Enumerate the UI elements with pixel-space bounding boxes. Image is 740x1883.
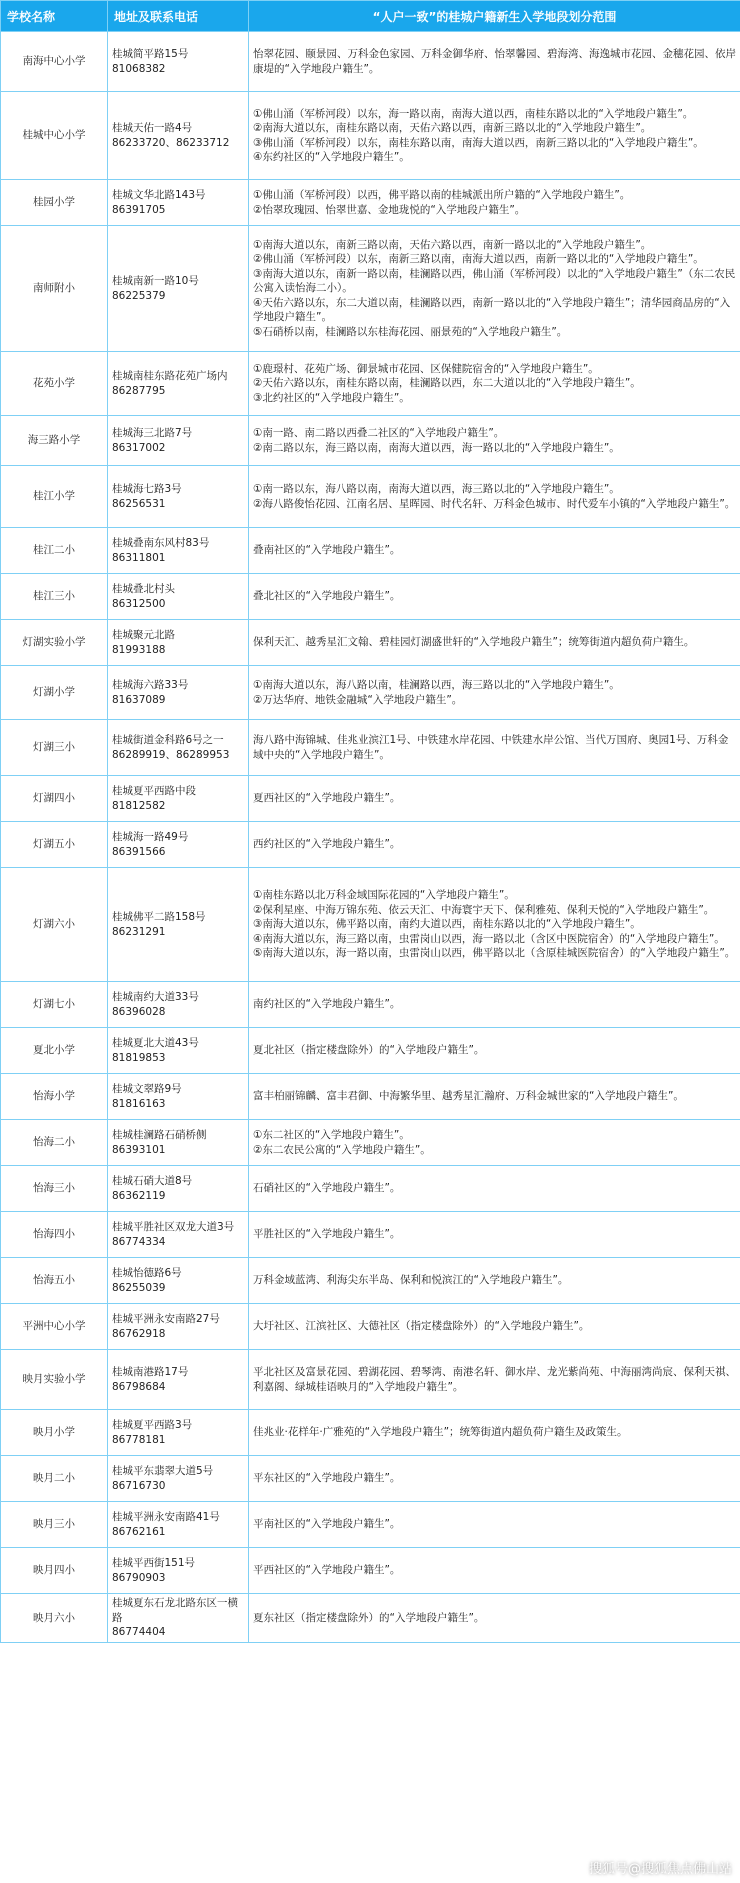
school-name: 桂江小学 (1, 466, 108, 528)
table-row (1, 776, 740, 822)
enrollment-scope-cell (249, 720, 740, 776)
enrollment-scope-cell (249, 416, 740, 466)
table-row (1, 574, 740, 620)
school-name: 灯湖四小 (1, 776, 108, 822)
phone-line: 86778181 (112, 1433, 166, 1446)
table-body (1, 32, 740, 1643)
enrollment-scope-cell (249, 868, 740, 982)
school-address-cell (108, 1548, 249, 1594)
table-row (1, 1120, 740, 1166)
school-address-cell (108, 620, 249, 666)
school-address-cell (108, 982, 249, 1028)
scope-line: ②东二农民公寓的“入学地段户籍生”。 (253, 1143, 431, 1156)
address-line: 桂城天佑一路4号 (112, 122, 193, 134)
phone-line: 86393101 (112, 1143, 166, 1156)
table-row (1, 1410, 740, 1456)
scope-line: ⑤南海大道以东，海一路以南，虫雷岗山以西，佛平路以北（含原桂城医院宿舍）的“入学地段户籍生”。 (253, 947, 736, 960)
address-line: 桂城佛平二路158号 (112, 911, 206, 923)
phone-line: 86391705 (112, 203, 166, 216)
header-row (1, 1, 740, 32)
school-address-cell (108, 32, 249, 92)
school-address-cell (108, 1502, 249, 1548)
address-line: 桂城石硝大道8号 (112, 1175, 193, 1187)
table-row (1, 1028, 740, 1074)
watermark: 搜狐号@搜狐焦点佛山站 (588, 1862, 732, 1877)
phone-line: 86762161 (112, 1525, 166, 1538)
address-line: 桂城文华北路143号 (112, 189, 206, 201)
scope-line: 平东社区的“入学地段户籍生”。 (253, 1472, 401, 1485)
address-line: 桂城文翠路9号 (112, 1083, 182, 1095)
school-name: 花苑小学 (1, 352, 108, 416)
school-address-cell (108, 352, 249, 416)
scope-line: 平西社区的“入学地段户籍生”。 (253, 1564, 401, 1577)
table-row (1, 720, 740, 776)
table-row (1, 528, 740, 574)
phone-line: 86256531 (112, 497, 166, 510)
scope-line: ②佛山涌（军桥河段）以东，南新三路以南，南海大道以西，南新一路以北的“入学地段户籍生”。 (253, 253, 704, 266)
scope-line: 石硝社区的“入学地段户籍生”。 (253, 1182, 401, 1195)
scope-line: 叠北社区的“入学地段户籍生”。 (253, 590, 401, 603)
phone-line: 86790903 (112, 1571, 166, 1584)
scope-line: ④南海大道以东，海三路以南，虫雷岗山以西，海一路以北（含区中医院宿舍）的“入学地段户籍生”。 (253, 932, 725, 945)
enrollment-scope-cell (249, 1028, 740, 1074)
school-name: 灯湖六小 (1, 868, 108, 982)
table-row (1, 868, 740, 982)
phone-line: 81068382 (112, 62, 166, 75)
enrollment-scope-cell (249, 1120, 740, 1166)
enrollment-scope-cell (249, 666, 740, 720)
table-row (1, 1594, 740, 1643)
school-address-cell (108, 1028, 249, 1074)
scope-line: ③佛山涌（军桥河段）以东，南桂东路以南，南海大道以西，南新三路以北的“入学地段户籍生”。 (253, 136, 704, 149)
address-line: 桂城街道金科路6号之一 (112, 734, 224, 746)
address-line: 桂城叠北村头 (112, 583, 175, 595)
scope-line: ①南一路、南二路以西叠二社区的“入学地段户籍生”。 (253, 427, 505, 439)
address-line: 桂城平东翡翠大道5号 (112, 1465, 214, 1477)
scope-line: ①佛山涌（军桥河段）以西，佛平路以南的桂城派出所户籍的“入学地段户籍生”。 (253, 189, 631, 201)
school-address-cell (108, 1074, 249, 1120)
enrollment-scope-cell (249, 180, 740, 226)
header-scope: “人户一致”的桂城户籍新生入学地段划分范围 (249, 1, 740, 32)
table-row (1, 32, 740, 92)
scope-line: ②南二路以东，海三路以南，南海大道以西，海一路以北的“入学地段户籍生”。 (253, 441, 620, 454)
enrollment-scope-cell (249, 1502, 740, 1548)
school-name: 怡海四小 (1, 1212, 108, 1258)
school-name: 灯湖五小 (1, 822, 108, 868)
scope-line: ④天佑六路以东，东二大道以南，桂澜路以西，南新一路以北的“入学地段户籍生”；清华园商品房的“入学地段户籍生”。 (253, 296, 731, 324)
school-address-cell (108, 666, 249, 720)
phone-line: 81637089 (112, 693, 166, 706)
school-name: 映月六小 (1, 1594, 108, 1643)
phone-line: 81993188 (112, 643, 166, 656)
address-line: 桂城夏北大道43号 (112, 1037, 199, 1049)
phone-line: 86312500 (112, 597, 166, 610)
enrollment-scope-cell (249, 1166, 740, 1212)
address-line: 桂城夏东石龙北路东区一横路 (112, 1597, 238, 1624)
scope-line: ①南海大道以东，南新三路以南，天佑六路以西，南新一路以北的“入学地段户籍生”。 (253, 238, 652, 251)
school-name: 灯湖小学 (1, 666, 108, 720)
school-address-cell (108, 528, 249, 574)
phone-line: 86391566 (112, 845, 166, 858)
header-school: 学校名称 (1, 1, 108, 32)
phone-line: 86774334 (112, 1235, 166, 1248)
phone-line: 81812582 (112, 799, 166, 812)
school-address-cell (108, 720, 249, 776)
school-name: 映月四小 (1, 1548, 108, 1594)
scope-line: ②保利星座、中海万锦东苑、依云天汇、中海寰宇天下、保利雅苑、保利天悦的“入学地段户籍生”。 (253, 903, 715, 916)
school-address-cell (108, 1258, 249, 1304)
phone-line: 81816163 (112, 1097, 166, 1110)
address-line: 桂城南港路17号 (112, 1366, 189, 1378)
phone-line: 86311801 (112, 551, 166, 564)
phone-line: 86362119 (112, 1189, 166, 1202)
scope-line: 叠南社区的“入学地段户籍生”。 (253, 544, 401, 557)
phone-line: 86762918 (112, 1327, 166, 1340)
table-row (1, 1258, 740, 1304)
phone-line: 81819853 (112, 1051, 166, 1064)
school-address-cell (108, 1350, 249, 1410)
phone-line: 86798684 (112, 1380, 166, 1393)
scope-line: ②海八路俊怡花园、江南名居、星晖园、时代名轩、万科金色城市、时代爱车小镇的“入学地段户籍生”。 (253, 497, 736, 510)
school-address-cell (108, 1166, 249, 1212)
enrollment-scope-cell (249, 352, 740, 416)
address-line: 桂城平胜社区双龙大道3号 (112, 1221, 235, 1233)
scope-line: 西约社区的“入学地段户籍生”。 (253, 838, 401, 851)
enrollment-scope-cell (249, 1350, 740, 1410)
school-name: 怡海二小 (1, 1120, 108, 1166)
scope-line: ③南海大道以东，南新一路以南，桂澜路以西，佛山涌（军桥河段）以北的“入学地段户籍生”（东二农民公寓入读怡海二小）。 (253, 267, 736, 295)
school-address-cell (108, 466, 249, 528)
enrollment-scope-cell (249, 1594, 740, 1643)
school-address-cell (108, 868, 249, 982)
enrollment-scope-cell (249, 1548, 740, 1594)
scope-line: ①鹿璟村、花苑广场、御景城市花园、区保健院宿舍的“入学地段户籍生”。 (253, 362, 599, 375)
header-address: 地址及联系电话 (108, 1, 249, 32)
scope-line: ③南海大道以东，佛平路以南，南约大道以西，南桂东路以北的“入学地段户籍生”。 (253, 918, 641, 931)
school-name: 桂江三小 (1, 574, 108, 620)
school-name: 怡海五小 (1, 1258, 108, 1304)
table-row (1, 666, 740, 720)
enrollment-scope-cell (249, 226, 740, 352)
school-name: 夏北小学 (1, 1028, 108, 1074)
table-row (1, 1304, 740, 1350)
phone-line: 86233720、86233712 (112, 136, 230, 149)
scope-line: ①南一路以东，海八路以南，南海大道以西，海三路以北的“入学地段户籍生”。 (253, 483, 620, 495)
scope-line: ④东约社区的“入学地段户籍生”。 (253, 151, 410, 163)
scope-line: ①东二社区的“入学地段户籍生”。 (253, 1129, 410, 1141)
school-name: 桂江二小 (1, 528, 108, 574)
phone-line: 86289919、86289953 (112, 748, 230, 761)
school-name: 南海中心小学 (1, 32, 108, 92)
table-row (1, 226, 740, 352)
scope-line: 富丰柏丽锦麟、富丰君御、中海繁华里、越秀星汇瀚府、万科金城世家的“入学地段户籍生”。 (253, 1090, 684, 1103)
school-address-cell (108, 1212, 249, 1258)
scope-line: ②天佑六路以东，南桂东路以南，桂澜路以西，东二大道以北的“入学地段户籍生”。 (253, 377, 641, 390)
phone-line: 86255039 (112, 1281, 166, 1294)
phone-line: 86716730 (112, 1479, 166, 1492)
school-name: 海三路小学 (1, 416, 108, 466)
scope-line: ②南海大道以东，南桂东路以南，天佑六路以西，南新三路以北的“入学地段户籍生”。 (253, 122, 652, 134)
scope-line: 夏西社区的“入学地段户籍生”。 (253, 792, 401, 805)
address-line: 桂城平西街151号 (112, 1557, 196, 1569)
scope-line: 保利天汇、越秀星汇文翰、碧桂园灯湖盛世轩的“入学地段户籍生”；统筹街道内超负荷户籍生。 (253, 636, 695, 649)
scope-line: 平胜社区的“入学地段户籍生”。 (253, 1228, 401, 1241)
table-row (1, 982, 740, 1028)
address-line: 桂城聚元北路 (112, 629, 175, 641)
enrollment-scope-cell (249, 1410, 740, 1456)
address-line: 桂城桂澜路石硝桥侧 (112, 1129, 207, 1141)
address-line: 桂城怡德路6号 (112, 1267, 182, 1279)
scope-line: ⑤石硝桥以南，桂澜路以东桂海花园、丽景苑的“入学地段户籍生”。 (253, 325, 568, 338)
school-address-cell (108, 776, 249, 822)
address-line: 桂城叠南东风村83号 (112, 537, 210, 549)
enrollment-scope-cell (249, 466, 740, 528)
enrollment-scope-cell (249, 822, 740, 868)
school-address-cell (108, 1410, 249, 1456)
address-line: 桂城海七路3号 (112, 483, 182, 495)
enrollment-scope-cell (249, 92, 740, 180)
school-address-cell (108, 416, 249, 466)
school-address-cell (108, 1120, 249, 1166)
school-name: 灯湖实验小学 (1, 620, 108, 666)
scope-line: ①佛山涌（军桥河段）以东，海一路以南，南海大道以西，南桂东路以北的“入学地段户籍生”。 (253, 107, 694, 120)
school-name: 灯湖七小 (1, 982, 108, 1028)
scope-line: ③北约社区的“入学地段户籍生”。 (253, 391, 410, 404)
enrollment-scope-cell (249, 1258, 740, 1304)
school-name: 桂城中心小学 (1, 92, 108, 180)
table-row (1, 352, 740, 416)
table-row (1, 1502, 740, 1548)
phone-line: 86231291 (112, 925, 166, 938)
address-line: 桂城海六路33号 (112, 679, 189, 691)
enrollment-scope-cell (249, 1074, 740, 1120)
phone-line: 86774404 (112, 1626, 166, 1638)
table-row (1, 1166, 740, 1212)
school-name: 南师附小 (1, 226, 108, 352)
school-name: 映月小学 (1, 1410, 108, 1456)
table-row (1, 180, 740, 226)
scope-line: ①南海大道以东，海八路以南，桂澜路以西，海三路以北的“入学地段户籍生”。 (253, 679, 620, 691)
table-row (1, 416, 740, 466)
school-name: 映月二小 (1, 1456, 108, 1502)
address-line: 桂城夏平西路中段 (112, 785, 196, 797)
phone-line: 86225379 (112, 289, 166, 302)
table-row (1, 1350, 740, 1410)
enrollment-scope-cell (249, 32, 740, 92)
scope-line: 平北社区及富景花园、碧湖花园、碧琴湾、南港名轩、御水岸、龙光紫尚苑、中海丽湾尚宸、保利天祺、利嘉阁、绿城桂语映月的“入学地段户籍生”。 (253, 1366, 736, 1393)
phone-line: 86317002 (112, 441, 166, 454)
address-line: 桂城平洲永安南路27号 (112, 1313, 220, 1325)
school-name: 映月实验小学 (1, 1350, 108, 1410)
school-name: 平洲中心小学 (1, 1304, 108, 1350)
phone-line: 86396028 (112, 1005, 166, 1018)
school-address-cell (108, 92, 249, 180)
table-row (1, 620, 740, 666)
address-line: 桂城海一路49号 (112, 831, 189, 843)
school-name: 桂园小学 (1, 180, 108, 226)
table-row (1, 822, 740, 868)
school-name: 怡海三小 (1, 1166, 108, 1212)
scope-line: 大圩社区、江滨社区、大德社区（指定楼盘除外）的“入学地段户籍生”。 (253, 1320, 590, 1333)
enrollment-scope-cell (249, 1456, 740, 1502)
address-line: 桂城南约大道33号 (112, 991, 199, 1003)
enrollment-scope-cell (249, 528, 740, 574)
enrollment-scope-cell (249, 776, 740, 822)
phone-line: 86287795 (112, 384, 166, 397)
table-row (1, 1212, 740, 1258)
table-row (1, 1548, 740, 1594)
enrollment-scope-cell (249, 620, 740, 666)
school-address-cell (108, 822, 249, 868)
enrollment-scope-cell (249, 1304, 740, 1350)
school-name: 灯湖三小 (1, 720, 108, 776)
school-address-cell (108, 1304, 249, 1350)
address-line: 桂城南桂东路花苑广场内 (112, 370, 228, 382)
address-line: 桂城夏平西路3号 (112, 1419, 193, 1431)
scope-line: 怡翠花园、颐景园、万科金色家园、万科金御华府、怡翠馨园、碧海湾、海逸城市花园、金穗花园、依岸康堤的“入学地段户籍生”。 (253, 48, 736, 75)
scope-line: ①南桂东路以北万科金域国际花园的“入学地段户籍生”。 (253, 889, 515, 902)
scope-line: 平南社区的“入学地段户籍生”。 (253, 1518, 401, 1531)
scope-line: ②怡翠玫瑰园、怡翠世嘉、金地珑悦的“入学地段户籍生”。 (253, 203, 526, 216)
school-address-cell (108, 180, 249, 226)
table-row (1, 1074, 740, 1120)
school-name: 映月三小 (1, 1502, 108, 1548)
enrollment-scope-cell (249, 574, 740, 620)
table-row (1, 1456, 740, 1502)
enrollment-scope-cell (249, 1212, 740, 1258)
enrollment-scope-cell (249, 982, 740, 1028)
table-row (1, 92, 740, 180)
address-line: 桂城南新一路10号 (112, 275, 199, 287)
address-line: 桂城海三北路7号 (112, 427, 193, 439)
school-address-cell (108, 574, 249, 620)
scope-line: 南约社区的“入学地段户籍生”。 (253, 998, 401, 1011)
address-line: 桂城简平路15号 (112, 48, 189, 60)
address-line: 桂城平洲永安南路41号 (112, 1511, 220, 1523)
scope-line: ②万达华府、地铁金融城“入学地段户籍生”。 (253, 693, 463, 706)
school-address-cell (108, 1594, 249, 1643)
table-row (1, 466, 740, 528)
scope-line: 海八路中海锦城、佳兆业滨江1号、中铁建水岸花园、中铁建水岸公馆、当代万国府、奥园1号、万科金域中央的“入学地段户籍生”。 (253, 734, 729, 761)
school-address-cell (108, 1456, 249, 1502)
scope-line: 夏东社区（指定楼盘除外）的“入学地段户籍生”。 (253, 1611, 485, 1624)
scope-line: 夏北社区（指定楼盘除外）的“入学地段户籍生”。 (253, 1044, 485, 1057)
school-name: 怡海小学 (1, 1074, 108, 1120)
scope-line: 万科金域蓝湾、利海尖东半岛、保利和悦滨江的“入学地段户籍生”。 (253, 1274, 569, 1287)
scope-line: 佳兆业·花样年·广雅苑的“入学地段户籍生”；统筹街道内超负荷户籍生及政策生。 (253, 1426, 628, 1439)
school-address-cell (108, 226, 249, 352)
